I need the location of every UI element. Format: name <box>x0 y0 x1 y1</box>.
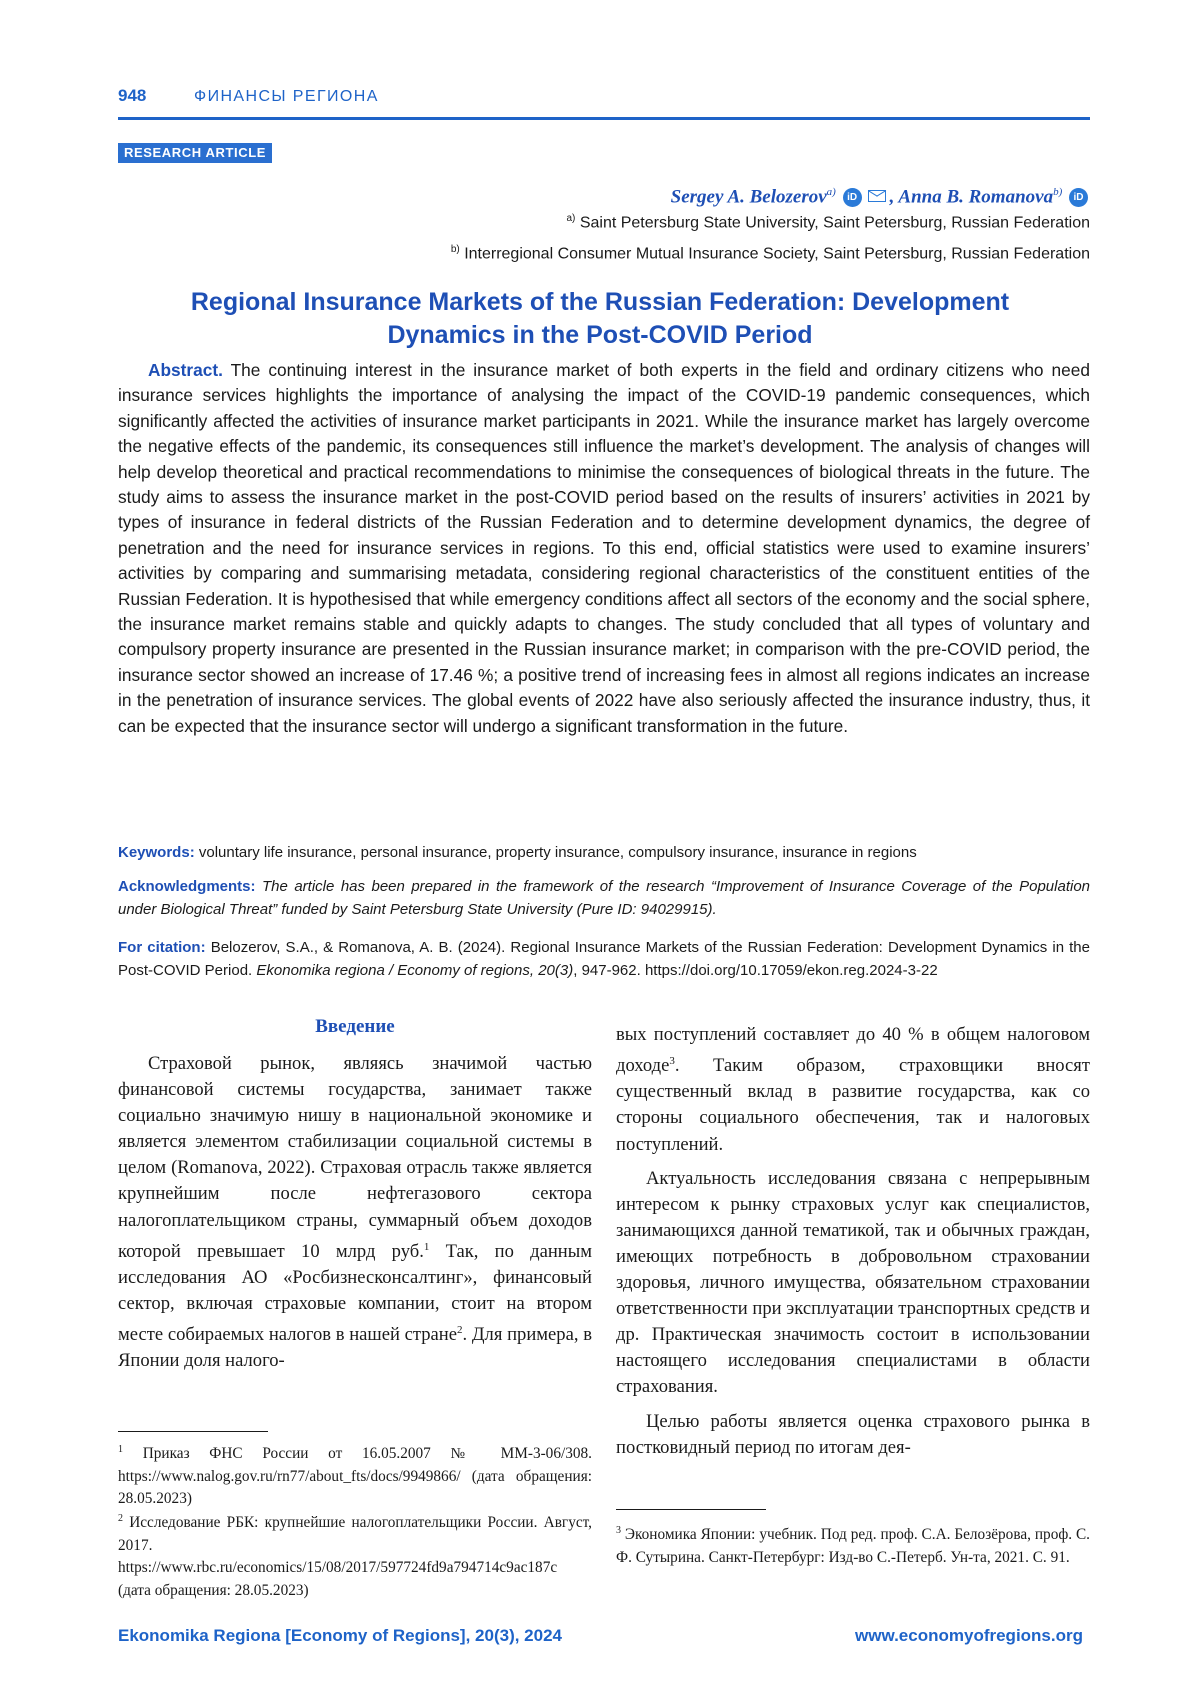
acknowledgments <box>118 875 1090 921</box>
orcid-icon[interactable]: iD <box>1069 188 1088 207</box>
affiliation-mark: b) <box>450 244 460 255</box>
footnote-2 <box>118 1508 592 1602</box>
keywords-text: voluntary life insurance, personal insurance, property insurance, compulsory insurance, insurance in regions <box>194 844 917 861</box>
citation-doi[interactable]: , 947-962. https://doi.org/10.17059/ekon.reg.2024-3-22 <box>573 962 938 979</box>
acknowledgments-label: Acknowledgments: <box>118 878 256 895</box>
footnote-1 <box>118 1439 592 1511</box>
article-type-badge: RESEARCH ARTICLE <box>118 143 272 163</box>
paragraph: Актуальность исследования связана с непрерывным интересом к рынку страховых услуг как специалистов, занимающихся данной тематикой, так и обычных граждан, имеющих потребность в добровольном страховании здоровья, личного имущества, обязательном страховании ответственности при эксплуатации транспортных средств и др. Практическая значимость состоит в использовании настоящего исследования специалистами в области страхования. <box>616 1167 1090 1398</box>
orcid-icon[interactable]: iD <box>843 188 862 207</box>
abstract <box>118 358 1090 739</box>
article-title: Regional Insurance Markets of the Russian Federation: Development Dynamics in the Post-COVID Period <box>190 288 1010 349</box>
abstract-text: The continuing interest in the insurance market of both experts in the field and ordinary citizens who need insurance services highlights the importance of analysing the impact of the COVID-19 pandemic consequences, which significantly affected the activities of insurance market participants in 2021. While the insurance market has largely overcome the negative effects of the pandemic, its consequences still influence the market’s development. The analysis of changes will help develop theoretical and practical recommendations to minimise the consequences of biological threats in the future. The study aims to assess the insurance market in the post-COVID period based on the results of insurers’ activities in 2021 by types of insurance in federal districts of the Russian Federation and to determine development dynamics, the degree of penetration and the need for insurance services in regions. To this end, official statistics were used to examine insurers’ activities by comparing and summarising metadata, considering regional characteristics of the constituent entities of the Russian Federation. It is hypothesised that while emergency conditions affect all sectors of the economy and the social sphere, the insurance market remains stable and quickly adapts to changes. The study concluded that all types of voluntary and compulsory property insurance are presented in the Russian insurance market; in comparison with the pre-COVID period, the insurance sector showed an increase of 17.46 %; a positive trend of increasing fees in almost all regions indicates an increase in the penetration of insurance services. The global events of 2022 have also seriously affected the insurance industry, thus, it can be expected that the insurance sector will undergo a significant transformation in the future. <box>118 360 1090 736</box>
footnote-3 <box>616 1520 1090 1569</box>
affiliation-text: Interregional Consumer Mutual Insurance Society, Saint Petersburg, Russian Federation <box>464 245 1090 263</box>
page-number: 948 <box>118 86 147 105</box>
author-name-2[interactable]: Anna B. Romanova <box>898 186 1054 208</box>
paragraph-text: вых поступлений составляет до 40 % в общем налоговом доходе <box>616 1024 1090 1077</box>
keywords-label: Keywords: <box>118 844 195 861</box>
footer-journal-citation: Ekonomika Regiona [Economy of Regions], 20(3), 2024 <box>118 1626 562 1645</box>
running-header <box>118 86 1090 118</box>
left-column <box>118 1051 592 1375</box>
footnote-text: Исследование РБК: крупнейшие налогоплательщики России. Август, 2017. https://www.rbc.ru/economics/15/08/2017/597724fd9a794714c9ac187c (дата обращения: 28.05.2023) <box>118 1514 592 1599</box>
paragraph: Целью работы является оценка страхового рынка в постковидный период по итогам дея- <box>616 1410 1090 1458</box>
affiliation-b <box>451 244 1090 263</box>
footnote-number: 1 <box>118 1444 123 1455</box>
citation-text: Belozerov, S.A., & Romanova, A. B. (2024). Regional Insurance Markets of the Russian Federation: Development Dynamics in the Post-COVID Period. <box>118 939 1090 979</box>
right-column <box>616 1022 1090 1461</box>
affiliation-text: Saint Petersburg State University, Saint Petersburg, Russian Federation <box>579 214 1090 232</box>
abstract-label: Abstract. <box>148 360 223 380</box>
footer-website-link[interactable]: www.economyofregions.org <box>855 1626 1083 1645</box>
footnote-text: Экономика Японии: учебник. Под ред. проф. С.А. Белозёрова, проф. С. Ф. Сутырина. Санкт-Петербург: Изд-во С.-Петерб. Ун-та, 2021. С. 91. <box>616 1526 1090 1566</box>
paragraph-text: . Для примера, в Японии доля налого- <box>118 1324 592 1372</box>
citation-label: For citation: <box>118 939 206 956</box>
author-affil-mark-1: a) <box>826 186 836 198</box>
footnote-ref[interactable]: 2 <box>457 1324 463 1337</box>
author-affil-mark-2: b) <box>1053 186 1063 198</box>
paragraph-text: Так, по данным исследования АО «Росбизнесконсалтинг», финансовый сектор, включая страховые компании, стоит на втором месте собираемых налогов в нашей стране <box>118 1240 592 1346</box>
affiliation-mark: a) <box>566 213 576 224</box>
footnote-number: 3 <box>616 1525 621 1536</box>
author-line <box>671 186 1090 208</box>
author-name-1[interactable]: Sergey A. Belozerov <box>670 186 827 208</box>
citation <box>118 936 1090 982</box>
acknowledgments-text: The article has been prepared in the framework of the research “Improvement of Insurance Coverage of the Population under Biological Threat” funded by Saint Petersburg State University (Pure ID: 94029915). <box>118 878 1090 918</box>
paragraph <box>118 1051 592 1375</box>
citation-journal: Ekonomika regiona / Economy of regions, 20(3) <box>256 962 574 979</box>
section-heading: Введение <box>315 1016 395 1037</box>
journal-section-name: ФИНАНСЫ РЕГИОНА <box>194 88 379 105</box>
footnote-divider <box>118 1431 268 1432</box>
keywords <box>118 842 1090 863</box>
email-icon[interactable] <box>868 190 886 202</box>
paragraph-text: . Таким образом, страховщики вносят существенный вклад в развитие государства, как со стороны социального обеспечения, так и налоговых поступлений. <box>616 1055 1090 1155</box>
footnote-divider <box>616 1509 766 1510</box>
footnote-ref[interactable]: 3 <box>669 1055 675 1068</box>
paragraph-text: Страховой рынок, являясь значимой частью финансовой системы государства, занимает также социально значимую нишу в национальной экономике и является элементом стабилизации социальной системы в целом (Romanova, 2022). Страховая отрасль также является крупнейшим после нефтегазового сектора налогоплательщиком страны, суммарный объем доходов которой превышает 10 млрд руб. <box>118 1053 592 1262</box>
affiliation-a <box>566 213 1090 232</box>
footnote-number: 2 <box>118 1513 123 1524</box>
header-divider <box>118 117 1090 120</box>
footnote-text: Приказ ФНС России от 16.05.2007 № ММ-3-06/308. https://www.nalog.gov.ru/rn77/about_fts/docs/9949866/ (дата обращения: 28.05.2023) <box>118 1445 592 1508</box>
footnote-ref[interactable]: 1 <box>423 1240 430 1253</box>
paragraph <box>616 1022 1090 1158</box>
author-separator: , <box>889 186 899 208</box>
